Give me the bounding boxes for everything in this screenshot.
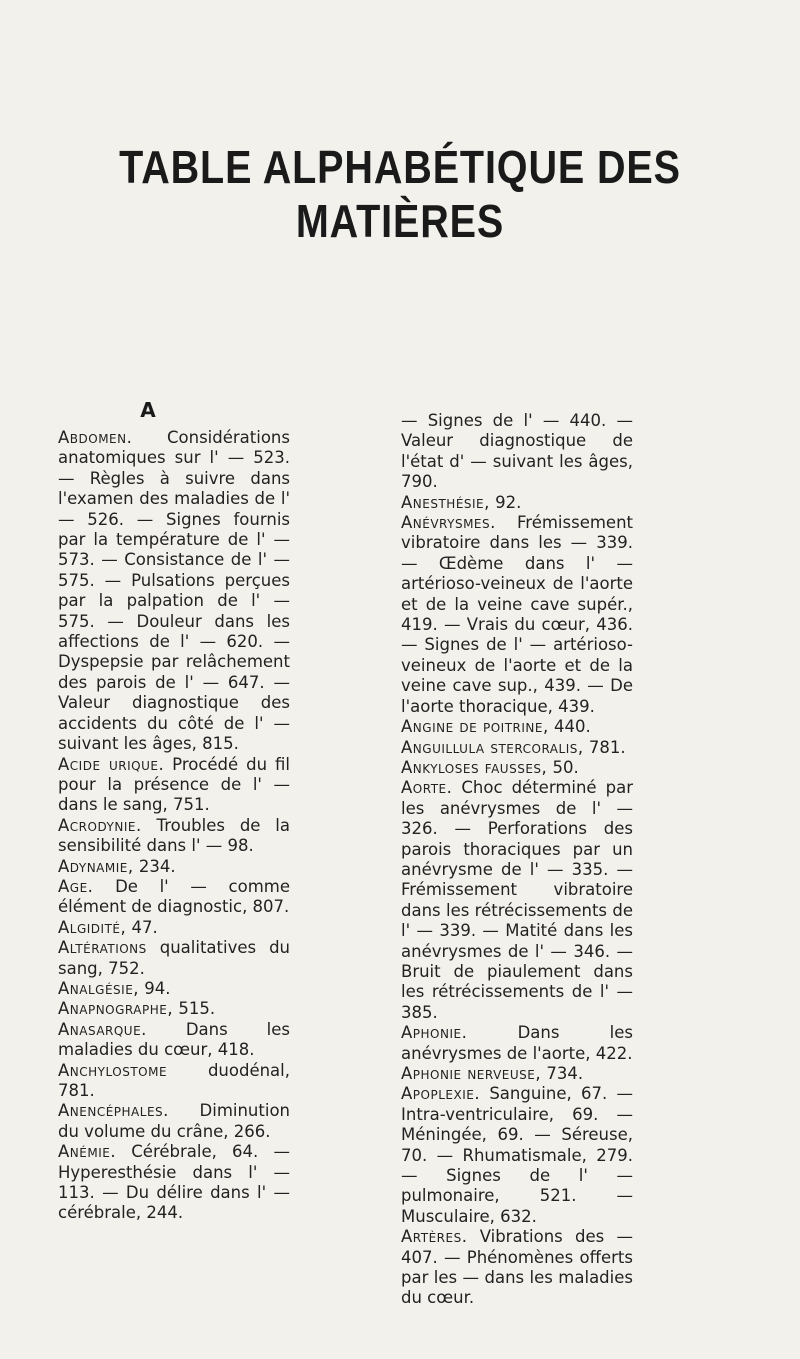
index-headword: Apoplexie. — [401, 1084, 481, 1104]
index-entry-text: Frémissement vibratoire dans les — 339. — Œdème dans l' — artérioso-veineux de l'aorte et de la veine cave supér., 419. — Vrais du cœur, 436. — Signes de l' — artérioso-veineux de l'aorte et de la veine cave sup., 439. — De l'aorte thoracique, 439. — [401, 513, 633, 716]
index-entry — [58, 918, 290, 938]
index-headword: Angine de poitrine, — [401, 717, 549, 737]
index-entry-text: Cérébrale, 64. — Hyperesthésie dans l' — 113. — Du délire dans l' — cérébrale, 244. — [58, 1142, 290, 1223]
index-entry — [401, 1023, 633, 1064]
index-entry-text: 50. — [547, 757, 579, 777]
section-letter: A — [140, 398, 156, 422]
index-entry — [58, 999, 290, 1019]
index-headword: Age. — [58, 876, 94, 896]
page-title: TABLE ALPHABÉTIQUE DES MATIÈRES — [119, 141, 681, 247]
index-headword: Adynamie, — [58, 856, 134, 876]
index-entry-text: Diminution du volume du crâne, 266. — [58, 1101, 290, 1141]
index-entry-text: Sanguine, 67. — Intra-ventriculaire, 69. — Méningée, 69. — Séreuse, 70. — Rhumatismale, 279. — Signes de l' — pulmonaire, 521. — Musculaire, 632. — [401, 1084, 633, 1226]
index-headword: Aphonie. — [401, 1023, 468, 1043]
index-entry-text: Considérations anatomiques sur l' — 523. — Règles à suivre dans l'examen des maladies de l' — 526. — Signes fournis par la température de l' — 573. — Consistance de l' — 575. — Pulsations perçues par la palpation de l' — 575. — Douleur dans les affections de l' — 620. — Dyspepsie par relâchement des parois de l' — 647. — Valeur diagnostique des accidents du côté de l' — suivant les âges, 815. — [58, 428, 290, 754]
index-entry-text: 440. — [548, 717, 591, 737]
index-entry — [401, 778, 633, 1023]
index-entry — [58, 877, 290, 918]
index-entry — [401, 411, 633, 493]
index-entry-text: Dans les maladies du cœur, 418. — [58, 1019, 290, 1060]
index-headword: Anesthésie, — [401, 492, 490, 512]
index-entry — [58, 1101, 290, 1142]
index-entry — [58, 857, 290, 877]
index-entry-text: 94. — [139, 978, 171, 998]
index-entry — [401, 1064, 633, 1084]
index-entry-text: 92. — [489, 492, 522, 512]
index-entry — [401, 513, 633, 717]
index-entry — [58, 816, 290, 857]
index-headword: Acide urique. — [58, 754, 165, 774]
index-entry-text: qualitatives du sang, 752. — [58, 938, 290, 978]
index-headword: Anencéphales. — [58, 1101, 169, 1121]
index-entry-text: Vibrations des — 407. — Phénomènes offerts par les — dans les maladies du cœur. — [401, 1227, 633, 1308]
index-headword: Ankyloses fausses, — [401, 757, 548, 777]
index-headword: Anévrysmes. — [401, 513, 496, 533]
index-entry — [401, 493, 633, 513]
index-headword: Altérations — [58, 938, 147, 958]
index-entry — [58, 1142, 290, 1224]
index-headword: Anasarque. — [58, 1019, 147, 1039]
index-entry-text: Dans les anévrysmes de l'aorte, 422. — [401, 1023, 633, 1063]
index-entry-text: duodénal, 781. — [58, 1060, 290, 1100]
index-headword: Anguillula stercoralis, — [401, 737, 584, 757]
index-entry-text: De l' — comme élément de diagnostic, 807. — [58, 876, 290, 917]
index-column-right — [401, 411, 633, 1309]
index-column-left — [58, 428, 290, 1224]
index-entry — [401, 1084, 633, 1227]
index-entry-text: 234. — [133, 856, 176, 876]
index-headword: Artères. — [401, 1227, 468, 1247]
index-entry — [401, 738, 633, 758]
index-headword: Anchylostome — [58, 1060, 168, 1080]
index-entry — [58, 979, 290, 999]
index-entry — [401, 717, 633, 737]
index-entry-text: 47. — [126, 917, 158, 937]
index-entry — [401, 758, 633, 778]
index-headword: Acrodynie. — [58, 815, 142, 835]
index-headword: Aorte. — [401, 778, 453, 798]
index-entry — [58, 1020, 290, 1061]
index-entry — [58, 938, 290, 979]
index-entry-text: Troubles de la sensibilité dans l' — 98. — [58, 815, 290, 856]
index-entry — [58, 755, 290, 816]
index-headword: Anémie. — [58, 1142, 117, 1162]
index-entry — [401, 1227, 633, 1309]
index-entry-text: — Signes de l' — 440. — Valeur diagnostique de l'état d' — suivant les âges, 790. — [401, 411, 633, 492]
index-headword: Analgésie, — [58, 978, 140, 998]
index-entry-text: 734. — [541, 1064, 584, 1083]
index-headword: Aphonie nerveuse, — [401, 1064, 542, 1083]
index-headword: Algidité, — [58, 917, 127, 937]
index-headword: Abdomen. — [58, 428, 133, 447]
index-entry-text: Procédé du fil pour la présence de l' — dans le sang, 751. — [58, 754, 290, 815]
index-entry-text: 781. — [583, 737, 626, 757]
index-headword: Anapnographe, — [58, 999, 174, 1019]
index-entry-text: Choc déterminé par les anévrysmes de l' — 326. — Perforations des parois thoraciques par un anévrysme de l' — 335. — Frémissement vibratoire dans les rétrécissements de l' — 339. — Matité dans les anévrysmes de l' — 346. — Bruit de piaulement dans les rétrécissements de l' — 385. — [401, 778, 633, 1022]
index-entry — [58, 428, 290, 755]
index-entry — [58, 1061, 290, 1102]
index-entry-text: 515. — [173, 999, 216, 1019]
